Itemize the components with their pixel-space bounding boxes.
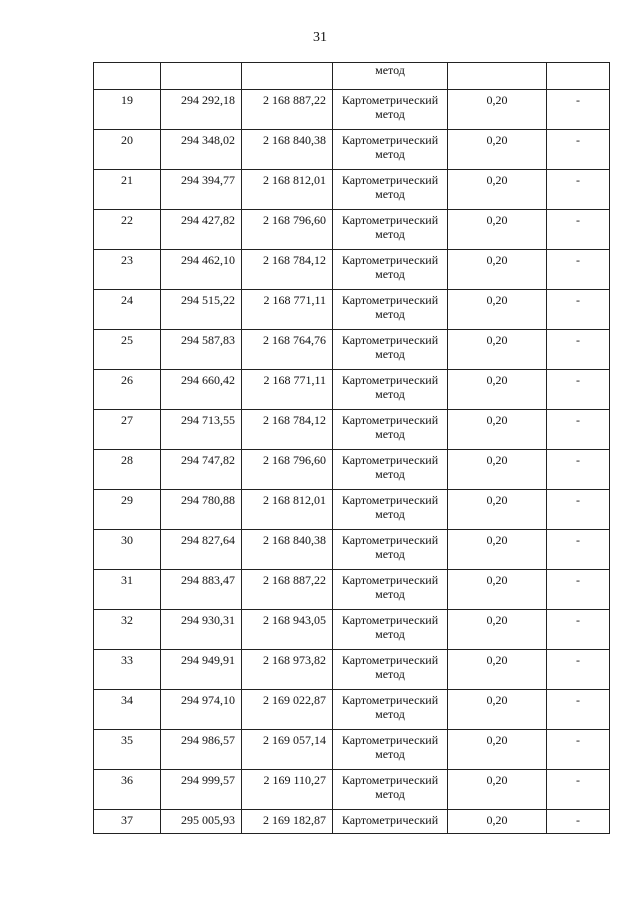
cell-method <box>333 370 448 410</box>
cell-y: 2 168 973,82 <box>242 650 333 690</box>
cell-note: - <box>547 330 610 370</box>
cell-x: 295 005,93 <box>161 810 242 834</box>
cell-note: - <box>547 250 610 290</box>
cell-x: 294 999,57 <box>161 770 242 810</box>
table-row <box>94 250 610 290</box>
cell-accuracy: 0,20 <box>448 370 547 410</box>
method-line-2: метод <box>375 347 405 361</box>
cell-note: - <box>547 610 610 650</box>
table-row <box>94 730 610 770</box>
method-line-2: метод <box>375 547 405 561</box>
table-row <box>94 370 610 410</box>
method-line-1: Картометрический <box>341 253 439 267</box>
cell-number: 32 <box>94 610 161 650</box>
cell-x: 294 515,22 <box>161 290 242 330</box>
method-line-2: метод <box>375 227 405 241</box>
cell-y: 2 168 887,22 <box>242 570 333 610</box>
cell-x: 294 660,42 <box>161 370 242 410</box>
method-line-2: метод <box>375 147 405 161</box>
cell-y: 2 168 812,01 <box>242 170 333 210</box>
table-row <box>94 770 610 810</box>
cell-note: - <box>547 810 610 834</box>
cell-note: - <box>547 290 610 330</box>
cell-y: 2 168 784,12 <box>242 250 333 290</box>
cell-x: 294 292,18 <box>161 90 242 130</box>
method-line-2: метод <box>375 587 405 601</box>
cell-y: 2 168 887,22 <box>242 90 333 130</box>
table-row <box>94 170 610 210</box>
table-row <box>94 90 610 130</box>
cell-y: 2 168 764,76 <box>242 330 333 370</box>
cell-y: 2 168 771,11 <box>242 370 333 410</box>
cell-accuracy: 0,20 <box>448 650 547 690</box>
cell-note: - <box>547 450 610 490</box>
cell-y: 2 169 110,27 <box>242 770 333 810</box>
cell-note: - <box>547 570 610 610</box>
cell-number: 22 <box>94 210 161 250</box>
cell-y: 2 168 943,05 <box>242 610 333 650</box>
method-line-1: Картометрический <box>341 293 439 307</box>
table-row <box>94 210 610 250</box>
method-line-2: метод <box>375 467 405 481</box>
cell-x: 294 883,47 <box>161 570 242 610</box>
cell-method <box>333 130 448 170</box>
cell-method <box>333 730 448 770</box>
method-line-2: метод <box>375 187 405 201</box>
method-line-1: Картометрический <box>341 173 439 187</box>
coordinates-table <box>93 62 610 834</box>
cell-number: 27 <box>94 410 161 450</box>
cell-x: 294 747,82 <box>161 450 242 490</box>
cell-accuracy: 0,20 <box>448 410 547 450</box>
cell-x: 294 587,83 <box>161 330 242 370</box>
cell-note: - <box>547 490 610 530</box>
cell-note: - <box>547 530 610 570</box>
method-line-2: метод <box>375 427 405 441</box>
cell-accuracy: 0,20 <box>448 130 547 170</box>
cell-y: 2 168 796,60 <box>242 210 333 250</box>
table-row <box>94 530 610 570</box>
cell-x: 294 780,88 <box>161 490 242 530</box>
cell-accuracy: 0,20 <box>448 90 547 130</box>
method-line-1: Картометрический <box>341 733 439 747</box>
cell-y: 2 169 057,14 <box>242 730 333 770</box>
cell-number: 34 <box>94 690 161 730</box>
table-row <box>94 610 610 650</box>
cell-y: 2 168 771,11 <box>242 290 333 330</box>
cell-x <box>161 63 242 90</box>
cell-x: 294 827,64 <box>161 530 242 570</box>
method-line-1: Картометрический <box>341 493 439 507</box>
cell-note: - <box>547 730 610 770</box>
method-line-1: Картометрический <box>341 373 439 387</box>
cell-note: - <box>547 170 610 210</box>
method-line-2: метод <box>375 747 405 761</box>
method-line-1: Картометрический <box>341 813 439 827</box>
cell-y: 2 169 182,87 <box>242 810 333 834</box>
cell-number: 25 <box>94 330 161 370</box>
cell-note: - <box>547 410 610 450</box>
method-line-1: Картометрический <box>341 613 439 627</box>
method-line-1: Картометрический <box>341 773 439 787</box>
cell-accuracy: 0,20 <box>448 250 547 290</box>
table-row <box>94 650 610 690</box>
method-line-1: Картометрический <box>341 213 439 227</box>
cell-x: 294 713,55 <box>161 410 242 450</box>
cell-note: - <box>547 770 610 810</box>
cell-note: - <box>547 90 610 130</box>
cell-method <box>333 330 448 370</box>
cell-method <box>333 490 448 530</box>
cell-method <box>333 770 448 810</box>
cell-accuracy <box>448 63 547 90</box>
method-line-1: Картометрический <box>341 413 439 427</box>
cell-number: 24 <box>94 290 161 330</box>
cell-x: 294 348,02 <box>161 130 242 170</box>
cell-number: 28 <box>94 450 161 490</box>
cell-method <box>333 250 448 290</box>
cell-number: 21 <box>94 170 161 210</box>
cell-number: 23 <box>94 250 161 290</box>
cell-method <box>333 810 448 834</box>
cell-number: 35 <box>94 730 161 770</box>
cell-method <box>333 530 448 570</box>
table-row <box>94 570 610 610</box>
method-line-1: Картометрический <box>341 333 439 347</box>
cell-method <box>333 290 448 330</box>
method-line-1: Картометрический <box>341 533 439 547</box>
method-line-1: Картометрический <box>341 93 439 107</box>
method-line-2: метод <box>375 107 405 121</box>
method-line-2: метод <box>375 787 405 801</box>
table-row <box>94 490 610 530</box>
cell-x: 294 974,10 <box>161 690 242 730</box>
cell-method <box>333 450 448 490</box>
cell-accuracy: 0,20 <box>448 770 547 810</box>
cell-method <box>333 210 448 250</box>
cell-accuracy: 0,20 <box>448 210 547 250</box>
table-row <box>94 330 610 370</box>
table-row <box>94 290 610 330</box>
cell-y: 2 168 812,01 <box>242 490 333 530</box>
method-line-2: метод <box>375 707 405 721</box>
cell-x: 294 427,82 <box>161 210 242 250</box>
cell-method <box>333 690 448 730</box>
cell-number: 19 <box>94 90 161 130</box>
cell-number: 33 <box>94 650 161 690</box>
cell-note: - <box>547 370 610 410</box>
cell-y: 2 168 840,38 <box>242 130 333 170</box>
cell-y <box>242 63 333 90</box>
cell-y: 2 168 796,60 <box>242 450 333 490</box>
cell-number: 36 <box>94 770 161 810</box>
table-row <box>94 690 610 730</box>
cell-note <box>547 63 610 90</box>
table-row <box>94 450 610 490</box>
method-line-2: метод <box>375 627 405 641</box>
method-line-1: Картометрический <box>341 133 439 147</box>
method-line-1: Картометрический <box>341 453 439 467</box>
method-line-1: Картометрический <box>341 653 439 667</box>
cell-accuracy: 0,20 <box>448 330 547 370</box>
cell-accuracy: 0,20 <box>448 290 547 330</box>
cell-accuracy: 0,20 <box>448 570 547 610</box>
cell-note: - <box>547 130 610 170</box>
cell-number: 29 <box>94 490 161 530</box>
cell-number: 30 <box>94 530 161 570</box>
cell-accuracy: 0,20 <box>448 730 547 770</box>
cell-y: 2 168 784,12 <box>242 410 333 450</box>
cell-note: - <box>547 650 610 690</box>
cell-accuracy: 0,20 <box>448 450 547 490</box>
cell-method <box>333 170 448 210</box>
method-line-1: Картометрический <box>341 573 439 587</box>
method-line-2: метод <box>375 507 405 521</box>
cell-method <box>333 610 448 650</box>
cell-x: 294 949,91 <box>161 650 242 690</box>
cell-y: 2 169 022,87 <box>242 690 333 730</box>
cell-number: 31 <box>94 570 161 610</box>
cell-method: метод <box>333 63 448 90</box>
cell-number <box>94 63 161 90</box>
cell-number: 37 <box>94 810 161 834</box>
cell-accuracy: 0,20 <box>448 690 547 730</box>
cell-number: 26 <box>94 370 161 410</box>
cell-accuracy: 0,20 <box>448 810 547 834</box>
cell-method <box>333 410 448 450</box>
cell-note: - <box>547 210 610 250</box>
cell-accuracy: 0,20 <box>448 530 547 570</box>
method-line-1: Картометрический <box>341 693 439 707</box>
table-row-continued <box>94 63 610 90</box>
table-row <box>94 130 610 170</box>
cell-method <box>333 90 448 130</box>
cell-method <box>333 650 448 690</box>
cell-x: 294 986,57 <box>161 730 242 770</box>
method-line-2: метод <box>375 667 405 681</box>
table-row <box>94 810 610 834</box>
table-row <box>94 410 610 450</box>
page-number: 31 <box>313 30 327 45</box>
cell-accuracy: 0,20 <box>448 490 547 530</box>
method-line-2: метод <box>375 307 405 321</box>
cell-accuracy: 0,20 <box>448 610 547 650</box>
method-line-2: метод <box>375 387 405 401</box>
method-line-2: метод <box>375 267 405 281</box>
cell-accuracy: 0,20 <box>448 170 547 210</box>
cell-x: 294 930,31 <box>161 610 242 650</box>
cell-y: 2 168 840,38 <box>242 530 333 570</box>
cell-method <box>333 570 448 610</box>
cell-x: 294 394,77 <box>161 170 242 210</box>
cell-x: 294 462,10 <box>161 250 242 290</box>
cell-number: 20 <box>94 130 161 170</box>
cell-note: - <box>547 690 610 730</box>
